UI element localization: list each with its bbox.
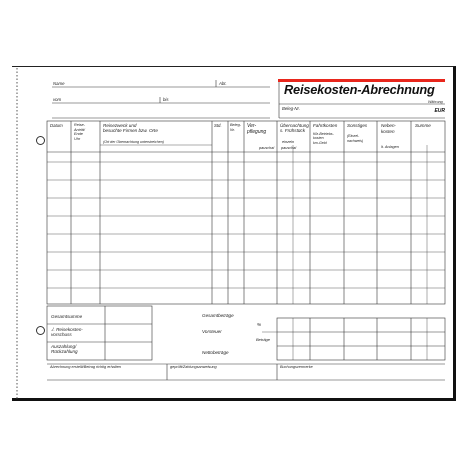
betraege-label: Beträge: [256, 337, 271, 342]
abt-label: Abt.: [219, 81, 227, 86]
col-reiseantritt: Reise- Antritt/ Ende Uhr: [74, 123, 85, 141]
signature-abrechnung-label: Abrechnung erstellt/Betrag richtig erhalten: [50, 365, 121, 369]
buchungsvermerke-label: Buchungsvermerke: [280, 365, 313, 369]
col-lt-anlagen: lt. Anlagen: [381, 145, 399, 149]
vom-label: vom: [53, 97, 62, 102]
nettobetraege-label: Nettobeträge: [202, 350, 229, 355]
col-uebernachtung: Übernachtung s. Frühstück: [280, 123, 309, 133]
beleg-nr-label: Beleg-Nr.: [282, 106, 300, 111]
col-kfz: Kfz-Betriebs- kosten km-Geld: [313, 132, 334, 145]
col-sonstiges: Sonstiges: [347, 123, 368, 128]
percent-label: %: [257, 322, 262, 327]
col-nebenkosten: Neben- kosten: [381, 123, 397, 134]
signature-geprueft-label: geprüft/Zahlungsanweisung: [170, 365, 217, 369]
vorsteuer-label: Vorsteuer: [202, 329, 222, 334]
gesamtbetraege-label: Gesamtbeträge: [202, 313, 234, 318]
bis-label: bis: [163, 97, 169, 102]
auszahlung-label: Auszahlung/ Rückzahlung: [51, 344, 78, 354]
col-sonstiges-sub: (Einzel- nachweis): [347, 134, 364, 143]
col-datum: Datum: [50, 123, 63, 128]
currency-value: EUR: [434, 108, 445, 114]
col-fahrtkosten: Fahrtkosten: [313, 123, 338, 128]
col-reisezweck: Reisezweck und besuchte Firmen bzw. Orte: [103, 123, 158, 133]
waehrung-label: Währung: [428, 100, 443, 104]
vorschuss-label: ./. Reisekosten- vorschuss: [51, 327, 83, 337]
col-verpflegung-pauschal: pauschal: [259, 146, 275, 150]
col-summe: Summe: [415, 123, 431, 128]
col-std: Std.: [214, 123, 222, 128]
col-uebernachtung-pauschal: pauschal: [281, 146, 297, 150]
col-uebernachtung-einzeln: einzeln: [282, 140, 295, 144]
gesamtsumme-label: Gesamtsumme: [51, 314, 83, 319]
name-label: Name: [53, 81, 65, 86]
col-beleg-nr: Beleg- Nr.: [230, 123, 241, 132]
col-verpflegung: Ver- pflegung: [247, 123, 267, 135]
form-title: Reisekosten-Abrechnung: [284, 82, 435, 97]
col-reisezweck-hint: (Ort der Übernachtung unterstreichen): [103, 140, 164, 144]
